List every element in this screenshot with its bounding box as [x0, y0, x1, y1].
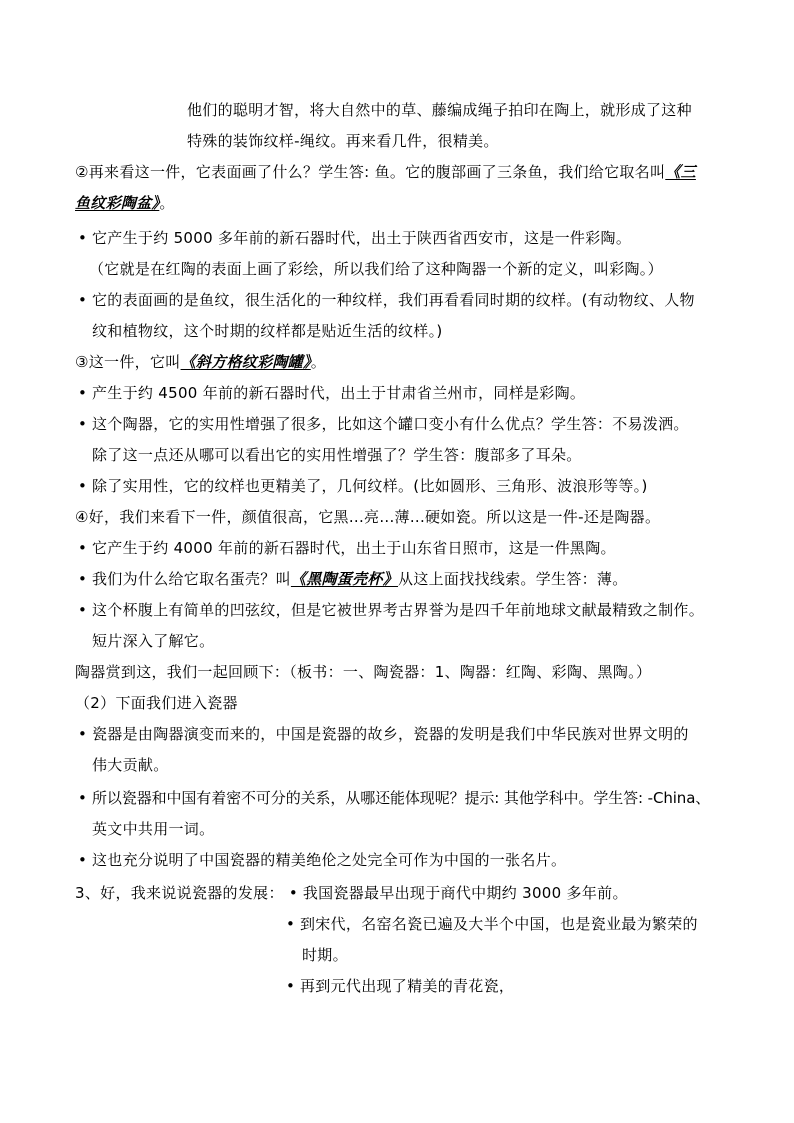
- text-line: 英文中共用一词。: [92, 820, 215, 838]
- bullet-item: [78, 382, 585, 404]
- text-line: （它就是在红陶的表面上画了彩绘，所以我们给了这种陶器一个新的定义，叫彩陶。）: [89, 260, 663, 278]
- text-line: ④好，我们来看下一件，颜值很高，它黑...亮...薄...硬如瓷。所以这是一件-还是陶器。: [75, 508, 661, 526]
- artifact-title: 《黑陶蛋壳杯》: [290, 570, 399, 588]
- bullet-item: [78, 475, 648, 497]
- text-segment: 到宋代，名窑名瓷已遍及大半个中国，也是瓷业最为繁荣的: [300, 915, 698, 933]
- text-segment: 从这上面找找线索。学生答：薄。: [398, 570, 628, 588]
- bullet-item: [78, 413, 689, 435]
- text-line: [75, 192, 175, 214]
- text-line: 他们的聪明才智，将大自然中的草、藤编成绳子拍印在陶上，就形成了这种: [187, 101, 692, 119]
- bullet-icon: •: [78, 851, 88, 869]
- text-segment: 它的表面画的是鱼纹，很生活化的一种纹样，我们再看看同时期的纹样。(有动物纹、人物: [92, 291, 695, 309]
- text-segment: 它产生于约 4000 年前的新石器时代，出土于山东省日照市，这是一件黑陶。: [92, 539, 616, 557]
- bullet-icon: •: [286, 915, 296, 933]
- text-line: 陶器赏到这，我们一起回顾下：（板书：一、陶瓷器：1、陶器：红陶、彩陶、黑陶。）: [75, 663, 652, 681]
- bullet-item: [78, 568, 628, 590]
- bullet-item: [78, 849, 566, 871]
- bullet-item: [78, 227, 631, 249]
- text-line: [75, 351, 326, 373]
- bullet-icon: •: [78, 789, 87, 807]
- bullet-item: [78, 599, 704, 621]
- bullet-item: [78, 537, 616, 559]
- text-line: 纹和植物纹，这个时期的纹样都是贴近生活的纹样。): [92, 322, 443, 340]
- artifact-title: 《斜方格纹彩陶罐》: [180, 353, 311, 371]
- text-segment: 瓷器是由陶器演变而来的，中国是瓷器的故乡，瓷器的发明是我们中华民族对世界文明的: [92, 725, 689, 743]
- bullet-icon: •: [78, 477, 88, 495]
- text-line: [75, 161, 696, 183]
- bullet-icon: •: [286, 977, 296, 995]
- bullet-icon: •: [78, 539, 88, 557]
- text-segment: ②再来看这一件，它表面画了什么？学生答: 鱼。它的腹部画了三条鱼，我们给它取名叫: [75, 163, 666, 181]
- text-segment: 3、好，我来说说瓷器的发展：: [75, 884, 284, 902]
- text-segment: 。: [310, 353, 327, 371]
- section-heading: （2）下面我们进入瓷器: [75, 694, 238, 712]
- text-segment: 。: [159, 194, 175, 212]
- bullet-item: [286, 913, 698, 935]
- text-segment: 我们为什么给它取名蛋壳？叫: [92, 570, 291, 588]
- bullet-item: [78, 289, 695, 311]
- text-segment: ③这一件，它叫: [75, 353, 181, 371]
- text-line: 短片深入了解它。: [92, 632, 215, 650]
- text-line: 时期。: [302, 946, 348, 964]
- bullet-item: [286, 975, 514, 997]
- bullet-icon: •: [78, 415, 88, 433]
- text-line: 除了这一点还从哪可以看出它的实用性增强了？学生答：腹部多了耳朵。: [92, 446, 582, 464]
- bullet-icon: •: [78, 570, 88, 588]
- text-segment: 我国瓷器最早出现于商代中期约 3000 多年前。: [302, 884, 628, 902]
- text-line: [75, 882, 628, 904]
- bullet-icon: •: [78, 725, 88, 743]
- text-line: 特殊的装饰纹样-绳纹。再来看几件，很精美。: [187, 132, 499, 150]
- text-segment: 产生于约 4500 年前的新石器时代，出土于甘肃省兰州市，同样是彩陶。: [92, 384, 586, 402]
- text-segment: 这个杯腹上有简单的凹弦纹，但是它被世界考古界誉为是四千年前地球文献最精致之制作。: [92, 601, 705, 619]
- artifact-title: 《三: [665, 163, 696, 181]
- text-segment: 除了实用性，它的纹样也更精美了，几何纹样。(比如圆形、三角形、波浪形等等。): [92, 477, 648, 495]
- bullet-icon: •: [78, 229, 88, 247]
- bullet-icon: •: [78, 384, 88, 402]
- text-segment: 这个陶器，它的实用性增强了很多，比如这个罐口变小有什么优点？学生答：不易泼洒。: [92, 415, 689, 433]
- text-segment: 再到元代出现了精美的青花瓷，: [300, 977, 515, 995]
- bullet-icon: •: [288, 884, 298, 902]
- bullet-icon: •: [78, 601, 88, 619]
- bullet-item: [78, 787, 710, 809]
- text-segment: 这也充分说明了中国瓷器的精美绝伦之处完全可作为中国的一张名片。: [92, 851, 567, 869]
- artifact-title: 鱼纹彩陶盆》: [75, 194, 160, 212]
- bullet-item: [78, 723, 689, 745]
- bullet-icon: •: [78, 291, 88, 309]
- text-segment: 所以瓷器和中国有着密不可分的关系，从哪还能体现呢？提示: 其他学科中。学生答: -China、: [92, 789, 711, 807]
- text-line: 伟大贡献。: [92, 756, 169, 774]
- text-segment: 它产生于约 5000 多年前的新石器时代，出土于陕西省西安市，这是一件彩陶。: [92, 229, 632, 247]
